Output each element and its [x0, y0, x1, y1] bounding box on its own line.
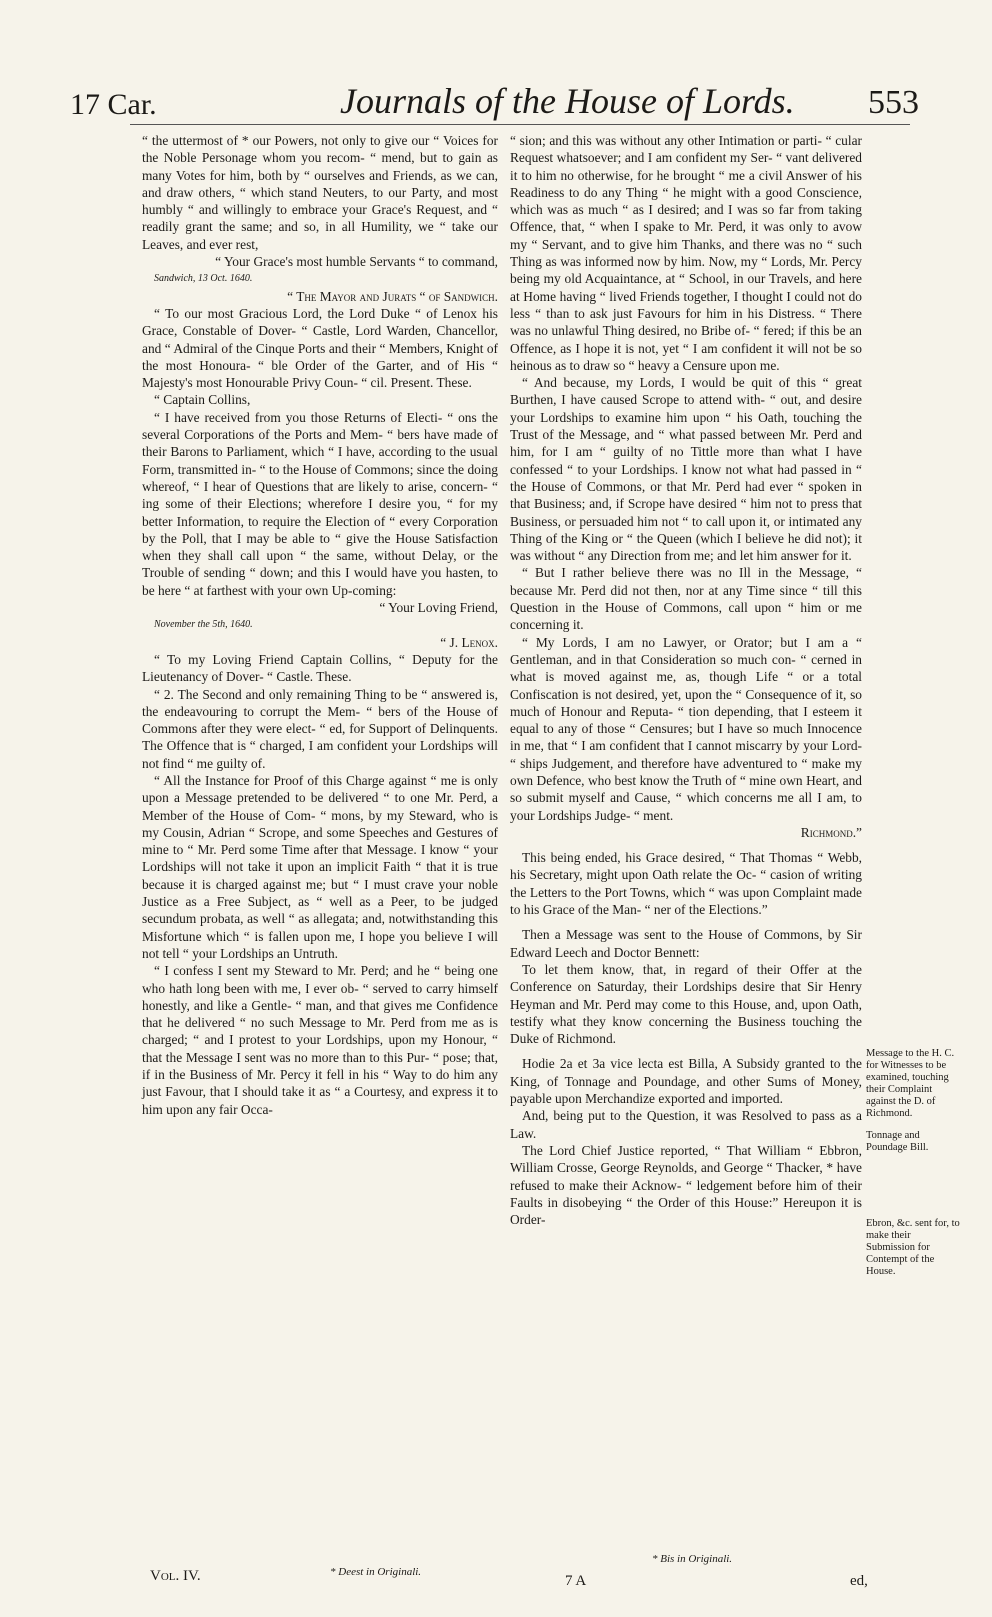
- defence-paragraph: “ My Lords, I am no Lawyer, or Orator; but I am a “ Gentleman, and in that Consideration so much con- “ cerned in what is moved against me, as, though Life “ or a total Confiscation is not desired, yet, upon the “ Consequence of it, so much of Honour and Reputa- “ tion depending, that I esteem it equal to any of those “ Censures; but I have so much Innocence in me, that “ I am confident that I cannot miscarry by your Lord- “ ships Judgement, and therefore have adventured to “ make my own Defence, who best know the Truth of “ mine own Heart, and so submit myself and Cause, “ which concerns me all I am, to your Lordships Judge- “ ment.: [510, 634, 862, 823]
- defence-paragraph: “ 2. The Second and only remaining Thing to be “ answered is, the endeavouring to corrupt the Mem- “ bers of the House of Commons after they were elect- “ ed, for Support of Delinquents. The Offence that is “ charged, I am confident your Lordships will not find “ me guilty of.: [142, 686, 498, 771]
- spacer: [510, 918, 862, 926]
- page-number: 553: [868, 84, 919, 121]
- defence-paragraph: “ But I rather believe there was no Ill in the Message, “ because Mr. Perd did not then, nor at any Time since “ till this Question in the House of Commons, call upon “ him or me concerning it.: [510, 565, 862, 633]
- defence-signature: Richmond.”: [800, 824, 862, 840]
- spacer: [510, 1047, 862, 1055]
- right-column: [510, 132, 862, 1228]
- footnote: * Deest in Originali.: [330, 1566, 422, 1578]
- regnal-year-header: 17 Car.: [70, 88, 157, 121]
- letter-signature: “ The Mayor and Jurats “ of Sandwich.: [287, 288, 498, 304]
- running-title: Journals of the House of Lords.: [340, 81, 795, 121]
- letter-body-continued: “ the uttermost of * our Powers, not only to give our “ Voices for the Noble Personage whom you recom- “ mend, but to gain as many Votes for him, both by “ ourselves and Friends, as we can, and draw others, “ which stand Neuters, to our Party, and most humbly “ and willingly to embrace your Grace's Request, and “ readily grant the same; and so, in all Humility, we “ take our Leaves, and ever rest,: [142, 133, 498, 252]
- proceeding-paragraph: To let them know, that, in regard of their Offer at the Conference on Saturday, their Lordships desire that Sir Henry Heyman and Mr. Perd may come to this House, and, upon Oath, testify what they know concerning the Business touching the Duke of Richmond.: [510, 961, 862, 1047]
- left-column: [142, 132, 498, 1118]
- letter-date: Sandwich, 13 Oct. 1640.: [154, 273, 253, 285]
- letter-date-2: November the 5th, 1640.: [154, 619, 253, 631]
- proceeding-paragraph: Hodie 2a et 3a vice lecta est Billa, A Subsidy granted to the King, of Tonnage and Poundage, and other Sums of Money, payable upon Merchandize exported and imported.: [510, 1056, 862, 1107]
- proceeding-paragraph: The Lord Chief Justice reported, “ That William “ Ebbron, William Crosse, George Reynolds, and George “ Thacker, * have refused to make their Acknow- “ ledgement before him of their Faults in disobeying “ the Order of this House:” Hereupon it is Order-: [510, 1142, 862, 1228]
- letter-signature-2: “ J. Lenox.: [440, 634, 498, 650]
- footnote: * Bis in Originali.: [652, 1553, 733, 1565]
- catchword: ed,: [850, 1573, 868, 1589]
- proceeding-paragraph: Then a Message was sent to the House of Commons, by Sir Edward Leech and Doctor Bennett:: [510, 927, 862, 960]
- letter-body: “ I have received from you those Returns of Electi- “ ons the several Corporations of the Ports and Mem- “ bers have made of their Barons to Parliament, which “ I have, according to the usual Form, transmitted in- “ to the House of Commons; since the doing whereof, “ I hear of Questions that are likely to arise, concern- “ ing some of their Elections; wherefore I desire you, “ for my better Information, to require the Election of “ every Corporation by the Poll, that I may be able to “ give the House Satisfaction when they shall call upon “ the same, without Delay, or the Trouble of sending “ down; and this I would have you hasten, to be here “ at farthest with your own Up-coming:: [142, 409, 498, 598]
- spacer: [510, 841, 862, 849]
- defence-paragraph: “ All the Instance for Proof of this Charge against “ me is only upon a Message pretended to be delivered “ to one Mr. Perd, a Member of the House of Com- “ mons, by my Steward, who is my Cousin, Adrian “ Scrope, and some Speeches and Gestures of mine to “ Mr. Perd some Time after that Message. I know “ your Lordships will not take it upon an implicit Faith “ that it is true because it is charged against me; but “ I must crave your noble Justice as a Free Subject, as “ well as a Peer, to be judged secundum probata, as well “ as allegata; and, notwithstanding this Misfortune which “ is fallen upon me, I hope you believe I will not tell “ your Lordships an Untruth.: [142, 772, 498, 961]
- letter-salutation: “ Captain Collins,: [154, 392, 251, 408]
- letter-address: “ To our most Gracious Lord, the Lord Duke “ of Lenox his Grace, Constable of Dover- “ Castle, Lord Warden, Chancellor, and “ Admiral of the Cinque Ports and their “ Members, Knight of the most Honoura- “ ble Order of the Garter, and of His “ Majesty's most Honourable Privy Coun- “ cil. Present. These.: [142, 305, 498, 391]
- letter-closing: “ Your Grace's most humble Servants “ to command,: [215, 254, 498, 270]
- letter-closing-2: “ Your Loving Friend,: [379, 600, 498, 616]
- letter-address-2: “ To my Loving Friend Captain Collins, “ Deputy for the Lieutenancy of Dover- “ Castle. These.: [142, 651, 498, 685]
- resolution: And, being put to the Question, it was Resolved to pass as a Law.: [510, 1108, 862, 1141]
- defence-paragraph: “ I confess I sent my Steward to Mr. Perd; and he “ being one who hath long been with me, I ever ob- “ served to carry himself honestly, and like a Gentle- “ man, and that gives me Confidence that he delivered “ no such Message to Mr. Perd from me as is charged; “ and I protest to your Lordships, upon my Honour, “ that the Message I sent was no more than to this Pur- “ pose; that, if in the Business of Mr. Percy it fell in his “ Way to do him any just Favour, that I should take it as “ a Courtesy, and express it to him upon any fair Occa-: [142, 963, 498, 1117]
- margin-note: Message to the H. C. for Witnesses to be examined, touching their Complaint against the D. of Richmond.: [866, 1048, 955, 1119]
- volume-label: Vol. IV.: [150, 1568, 201, 1584]
- defence-paragraph: “ sion; and this was without any other Intimation or parti- “ cular Request whatsoever; and I am confident my Ser- “ vant delivered it to him no otherwise, for he brought “ me a civil Answer of his Readiness to do any Thing “ he might with a good Conscience, which was as much “ as I desired; and I was so far from taking Offence, that, “ when I spake to Mr. Perd, it was only to avow my “ Servant, and to give him Thanks, and there was no “ such Thing as was informed now by him. Now, my “ Lords, Mr. Percy being my old Acquaintance, at “ School, in our Travels, and here at Home having “ lived Friends together, I thought I could not do less “ than to ask just Favours for him in his Distress. “ There was no unlawful Thing desired, no Bribe of- “ fered; if this be an Offence, as I hope it is not, yet “ I am confident it will not be so heinous as to draw so “ heavy a Censure upon me.: [510, 133, 862, 373]
- margin-note: Tonnage and Poundage Bill.: [866, 1130, 929, 1153]
- defence-paragraph: “ And because, my Lords, I would be quit of this “ great Burthen, I have caused Scrope to attend with- “ out, and desire your Lordships to examine him upon “ his Oath, touching the Trust of the Message, and “ what passed between Mr. Perd and him, for I am “ guilty of no Tittle more than what I have confessed “ to your Lordships. I know not what had passed in “ the House of Commons, or that Mr. Perd had ever “ spoken in that Business; and, if Scrope have desired “ him not to press that Business, or persuaded him not “ to call upon it, or intimated any Thing of the King or “ the Queen (which I believe he did not); it was without “ any Direction from me; and let him answer for it.: [510, 375, 862, 564]
- signature-mark: 7 A: [565, 1573, 587, 1589]
- proceeding-paragraph: This being ended, his Grace desired, “ That Thomas “ Webb, his Secretary, might upon Oath relate the Oc- “ casion of writing the Letters to the Port Towns, which “ was upon Complaint made to his Grace of the Man- “ ner of the Elections.”: [510, 850, 862, 918]
- margin-note: Ebron, &c. sent for, to make their Submission for Contempt of the House.: [866, 1218, 960, 1277]
- header-rule: [130, 124, 910, 125]
